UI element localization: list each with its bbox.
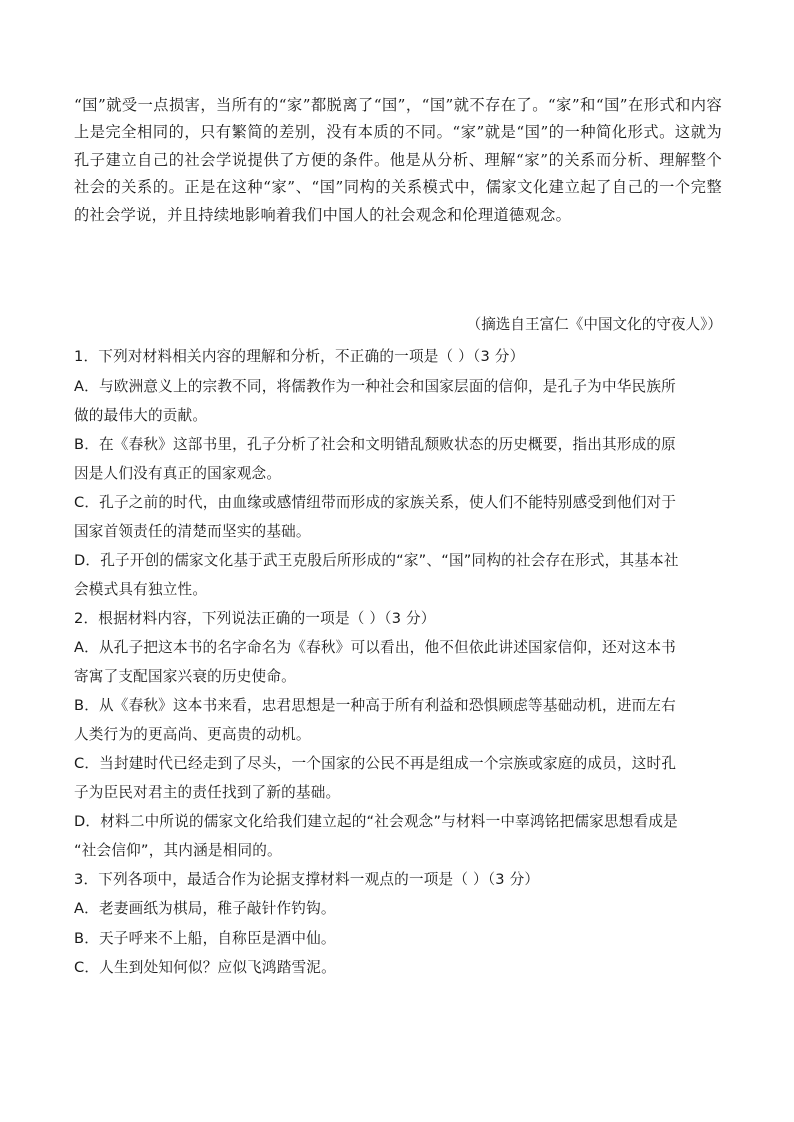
question-2-option-a-cont: 寄寓了支配国家兴衰的历史使命。: [74, 668, 296, 685]
question-2-option-c-cont: 子为臣民对君主的责任找到了新的基础。: [74, 784, 341, 801]
question-3-option-b: B．天子呼来不上船，自称臣是酒中仙。: [74, 930, 336, 947]
question-1-option-d-cont: 会模式具有独立性。: [74, 581, 208, 598]
question-1-option-b-cont: 因是人们没有真正的国家观念。: [74, 465, 282, 482]
question-2-option-d: D．材料二中所说的儒家文化给我们建立起的“社会观念”与材料一中辜鸿铭把儒家思想看成是: [74, 813, 678, 830]
question-2-option-b-cont: 人类行为的更高尚、更高贵的动机。: [74, 726, 311, 743]
question-1-option-b: B．在《春秋》这部书里，孔子分析了社会和文明错乱颓败状态的历史概要，指出其形成的原: [74, 436, 676, 453]
question-2-option-d-cont: “社会信仰”，其内涵是相同的。: [74, 842, 282, 859]
question-3-option-a: A．老妻画纸为棋局，稚子敲针作钓钩。: [74, 900, 336, 917]
question-1-option-c: C．孔子之前的时代，由血缘或感情纽带而形成的家族关系，使人们不能特别感受到他们对于: [74, 494, 677, 511]
question-2-option-b: B．从《春秋》这本书来看，忠君思想是一种高于所有利益和恐惧顾虑等基础动机，进而左右: [74, 697, 676, 714]
question-1-stem: 1．下列对材料相关内容的理解和分析，不正确的一项是（ ）（3 分）: [74, 348, 525, 365]
question-1-option-c-cont: 国家首领责任的清楚而坚实的基础。: [74, 523, 311, 540]
question-2-option-c: C．当封建时代已经走到了尽头，一个国家的公民不再是组成一个宗族或家庭的成员，这时孔: [74, 755, 677, 772]
question-1-option-d: D．孔子开创的儒家文化基于武王克殷后所形成的“家”、“国”同构的社会存在形式，其基本社: [74, 552, 679, 569]
question-2-option-a: A．从孔子把这本书的名字命名为《春秋》可以看出，他不但依此讲述国家信仰，还对这本书: [74, 639, 676, 656]
question-1-option-a-cont: 做的最伟大的贡献。: [74, 407, 208, 424]
question-3-option-c: C．人生到处知何似？应似飞鸿踏雪泥。: [74, 959, 336, 976]
question-1-option-a: A．与欧洲意义上的宗教不同，将儒教作为一种社会和国家层面的信仰，是孔子为中华民族所: [74, 378, 676, 395]
question-3-stem: 3．下列各项中，最适合作为论据支撑材料一观点的一项是（ ）（3 分）: [74, 871, 540, 888]
passage-paragraph: “国”就受一点损害，当所有的“家”都脱离了“国”，“国”就不存在了。“家”和“国”在形式和内容上是完全相同的，只有繁简的差别，没有本质的不同。“家”就是“国”的一种简化形式。这就为孔子建立自己的社会学说提供了方便的条件。他是从分析、理解“家”的关系而分析、理解整个社会的关系的。正是在这种“家”、“国”同构的关系模式中，儒家文化建立起了自己的一个完整的社会学说，并且持续地影响着我们中国人的社会观念和伦理道德观念。: [74, 96, 722, 224]
passage-source: （摘选自王富仁《中国文化的守夜人》）: [466, 316, 722, 333]
question-2-stem: 2．根据材料内容，下列说法正确的一项是（ ）（3 分）: [74, 610, 436, 627]
